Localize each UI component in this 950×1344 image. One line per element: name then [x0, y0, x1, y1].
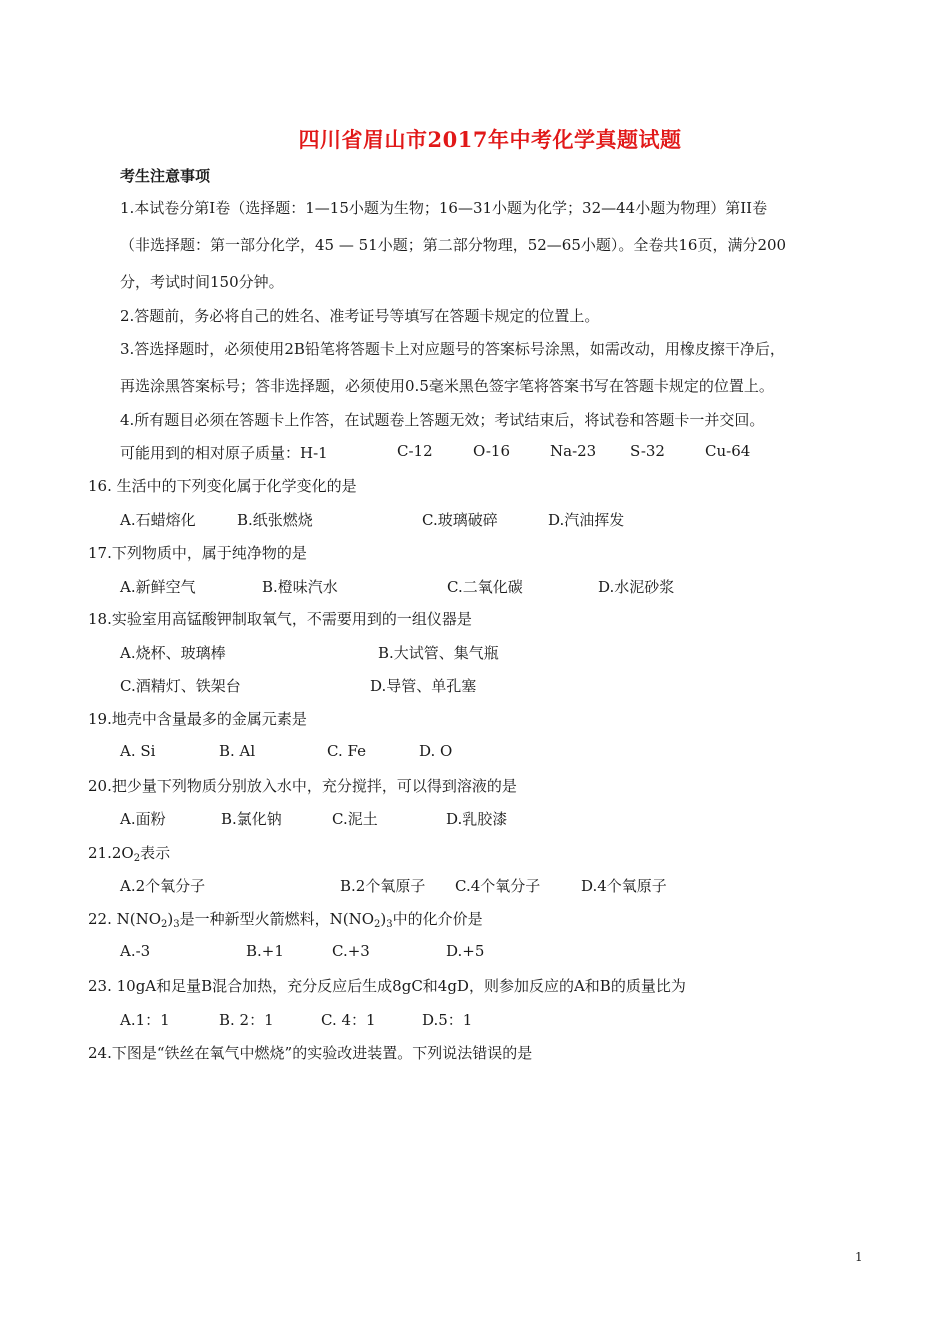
question-24-stem: 24.下图是“铁丝在氧气中燃烧”的实验改进装置。下列说法错误的是: [88, 1044, 533, 1062]
q16-option-a: A.石蜡熔化: [120, 511, 196, 529]
q22-option-b: B.+1: [246, 942, 284, 960]
q21-option-d: D.4个氧原子: [581, 877, 667, 895]
notice-item-1-line-2: （非选择题：第一部分化学，45 — 51小题；第二部分物理，52—65小题）。全卷共16页，满分200: [120, 236, 787, 254]
q20-option-a: A.面粉: [120, 810, 166, 828]
q19-option-a: A. Si: [120, 742, 156, 760]
q21-option-c: C.4个氧分子: [455, 877, 541, 895]
q23-option-c: C. 4：1: [321, 1011, 376, 1029]
q19-option-d: D. O: [419, 742, 453, 760]
q22-option-d: D.+5: [446, 942, 485, 960]
question-21-stem: $21.2O_2$表示: [88, 844, 171, 864]
q17-option-b: B.橙味汽水: [262, 578, 338, 596]
question-19-stem: 19.地壳中含量最多的金属元素是: [88, 710, 307, 728]
q21-option-a: A.2个氧分子: [120, 877, 206, 895]
notice-item-3-line-2: 再选涂黑答案标号；答非选择题，必须使用0.5毫米黑色签字笔将答案书写在答题卡规定的位置上。: [120, 377, 774, 395]
question-17-stem: 17.下列物质中，属于纯净物的是: [88, 544, 307, 562]
atomic-mass-cu: Cu-64: [705, 442, 751, 460]
atomic-mass-label: 可能用到的相对原子质量：H-1: [120, 444, 328, 462]
question-23-stem: 23. 10gA和足量B混合加热，充分反应后生成8gC和4gD，则参加反应的A和B的质量比为: [88, 977, 686, 995]
question-20-stem: 20.把少量下列物质分别放入水中，充分搅拌，可以得到溶液的是: [88, 777, 517, 795]
q20-option-c: C.泥土: [332, 810, 378, 828]
q21-option-b: B.2个氧原子: [340, 877, 426, 895]
atomic-mass-na: Na-23: [550, 442, 597, 460]
q16-option-d: D.汽油挥发: [548, 511, 625, 529]
question-16-stem: 16. 生活中的下列变化属于化学变化的是: [88, 477, 357, 495]
notice-item-2: 2.答题前，务必将自己的姓名、准考证号等填写在答题卡规定的位置上。: [120, 307, 600, 325]
q17-option-d: D.水泥砂浆: [598, 578, 675, 596]
q16-option-c: C.玻璃破碎: [422, 511, 498, 529]
notice-item-4: 4.所有题目必须在答题卡上作答，在试题卷上答题无效；考试结束后，将试卷和答题卡一并交回。: [120, 411, 765, 429]
q22-option-a: A.-3: [120, 942, 151, 960]
q23-option-b: B. 2：1: [219, 1011, 274, 1029]
atomic-mass-c: C-12: [397, 442, 433, 460]
q22-option-c: C.+3: [332, 942, 370, 960]
q19-option-c: C. Fe: [327, 742, 366, 760]
q16-option-b: B.纸张燃烧: [237, 511, 313, 529]
notice-heading: 考生注意事项: [120, 167, 211, 185]
q18-option-b: B.大试管、集气瓶: [378, 644, 499, 662]
page-title: 四川省眉山市2017年中考化学真题试题: [298, 127, 682, 152]
atomic-mass-s: S-32: [630, 442, 665, 460]
q23-option-d: D.5：1: [422, 1011, 473, 1029]
q17-option-a: A.新鲜空气: [120, 578, 196, 596]
question-22-stem: 22. $N(NO_2)_3$是一种新型火箭燃料，$N(NO_2)_3$中的化介价是: [88, 910, 483, 930]
q17-option-c: C.二氧化碳: [447, 578, 523, 596]
q18-option-a: A.烧杯、玻璃棒: [120, 644, 226, 662]
notice-item-3-line-1: 3.答选择题时，必须使用2B铅笔将答题卡上对应题号的答案标号涂黑，如需改动，用橡皮擦干净后，: [120, 340, 785, 358]
q18-option-c: C.酒精灯、铁架台: [120, 677, 241, 695]
notice-item-1-line-1: 1.本试卷分第Ⅰ卷（选择题：1—15小题为生物；16—31小题为化学；32—44小题为物理）第II卷: [120, 199, 768, 217]
question-18-stem: 18.实验室用高锰酸钾制取氧气，不需要用到的一组仪器是: [88, 610, 472, 628]
notice-item-1-line-3: 分，考试时间150分钟。: [120, 273, 284, 291]
q20-option-d: D.乳胶漆: [446, 810, 508, 828]
q18-option-d: D.导管、单孔塞: [370, 677, 477, 695]
atomic-mass-o: O-16: [473, 442, 511, 460]
page-number: 1: [855, 1250, 863, 1264]
q23-option-a: A.1：1: [120, 1011, 170, 1029]
q19-option-b: B. Al: [219, 742, 256, 760]
q20-option-b: B.氯化钠: [221, 810, 282, 828]
